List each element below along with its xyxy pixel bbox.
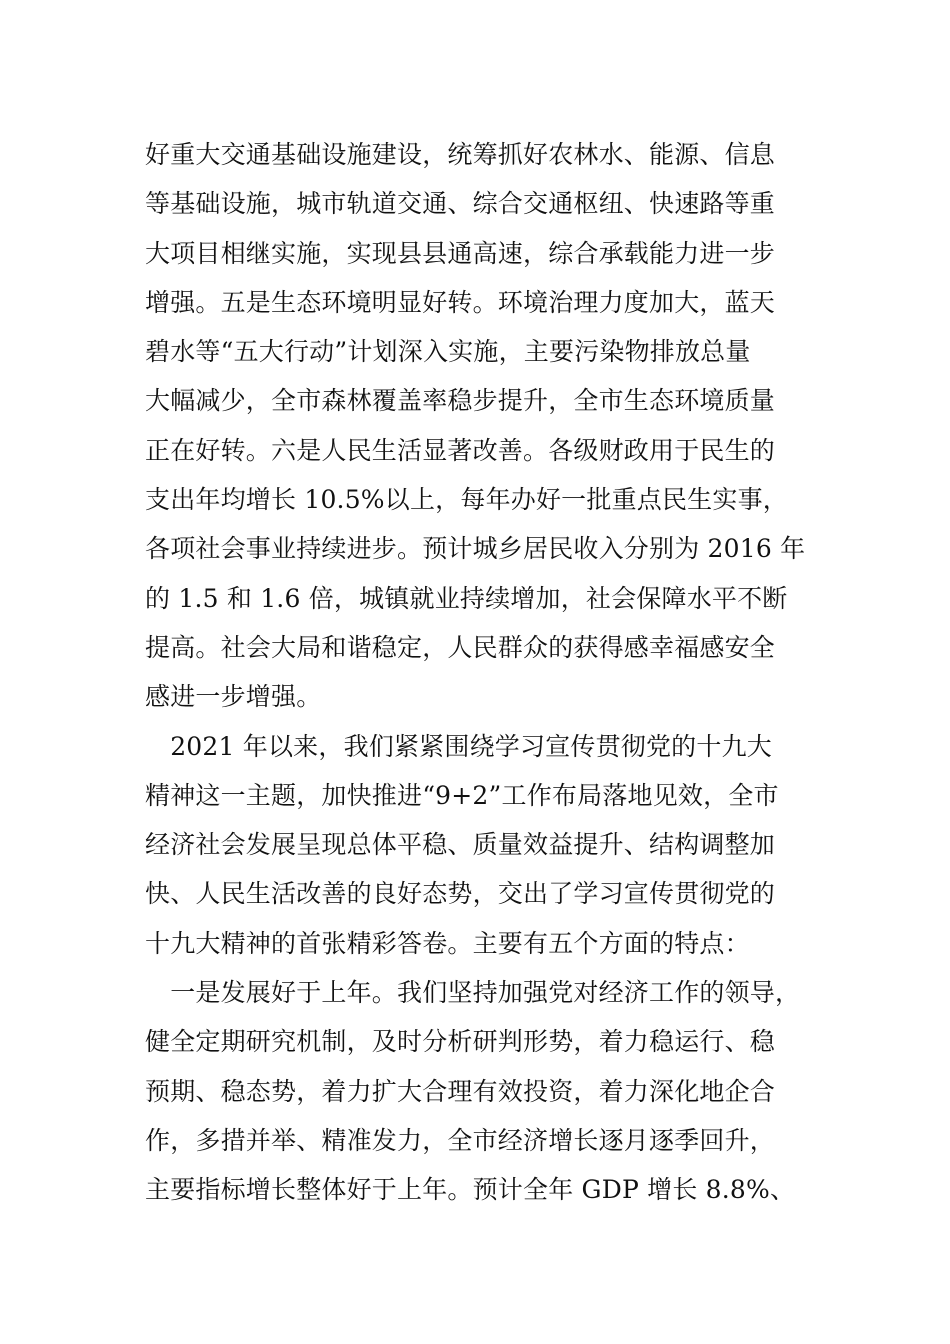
text-line: 等基础设施，城市轨道交通、综合交通枢纽、快速路等重: [145, 189, 776, 219]
text-line: 十九大精神的首张精彩答卷。主要有五个方面的特点：: [145, 928, 750, 958]
paragraph-start-line: 一是发展好于上年。我们坚持加强党对经济工作的领导，: [145, 978, 801, 1008]
text-line: 好重大交通基础设施建设，统筹抓好农林水、能源、信息: [145, 140, 776, 169]
text-line: 经济社会发展呈现总体平稳、质量效益提升、结构调整加: [145, 830, 776, 860]
text-line: 预期、稳态势，着力扩大合理有效投资，着力深化地企合: [145, 1076, 776, 1106]
text-line: 提高。社会大局和谐稳定，人民群众的获得感幸福感安全: [145, 632, 776, 662]
text-line: 大幅减少，全市森林覆盖率稳步提升，全市生态环境质量: [145, 386, 776, 416]
text-line: 支出年均增长 10.5%以上，每年办好一批重点民生实事，: [145, 485, 788, 515]
text-line: 感进一步增强。: [145, 682, 322, 712]
paragraph-start-line: 2021 年以来，我们紧紧围绕学习宣传贯彻党的十九大: [145, 731, 772, 761]
body-text: [145, 130, 815, 1215]
text-line: 精神这一主题，加快推进“9+2”工作布局落地见效，全市: [145, 780, 779, 810]
text-line: 快、人民生活改善的良好态势，交出了学习宣传贯彻党的: [145, 879, 776, 909]
text-line: 健全定期研究机制，及时分析研判形势，着力稳运行、稳: [145, 1027, 776, 1057]
text-line: 碧水等“五大行动”计划深入实施，主要污染物排放总量: [145, 337, 751, 367]
text-line: 各项社会事业持续进步。预计城乡居民收入分别为 2016 年: [145, 534, 806, 564]
text-line: 大项目相继实施，实现县县通高速，综合承载能力进一步: [145, 238, 776, 268]
text-line: 主要指标增长整体好于上年。预计全年 GDP 增长 8.8%、: [145, 1175, 796, 1205]
text-line: 正在好转。六是人民生活显著改善。各级财政用于民生的: [145, 435, 776, 465]
text-line: 的 1.5 和 1.6 倍，城镇就业持续增加，社会保障水平不断: [145, 583, 788, 613]
text-line: 作，多措并举、精准发力，全市经济增长逐月逐季回升，: [145, 1125, 776, 1155]
text-line: 增强。五是生态环境明显好转。环境治理力度加大，蓝天: [145, 287, 776, 317]
